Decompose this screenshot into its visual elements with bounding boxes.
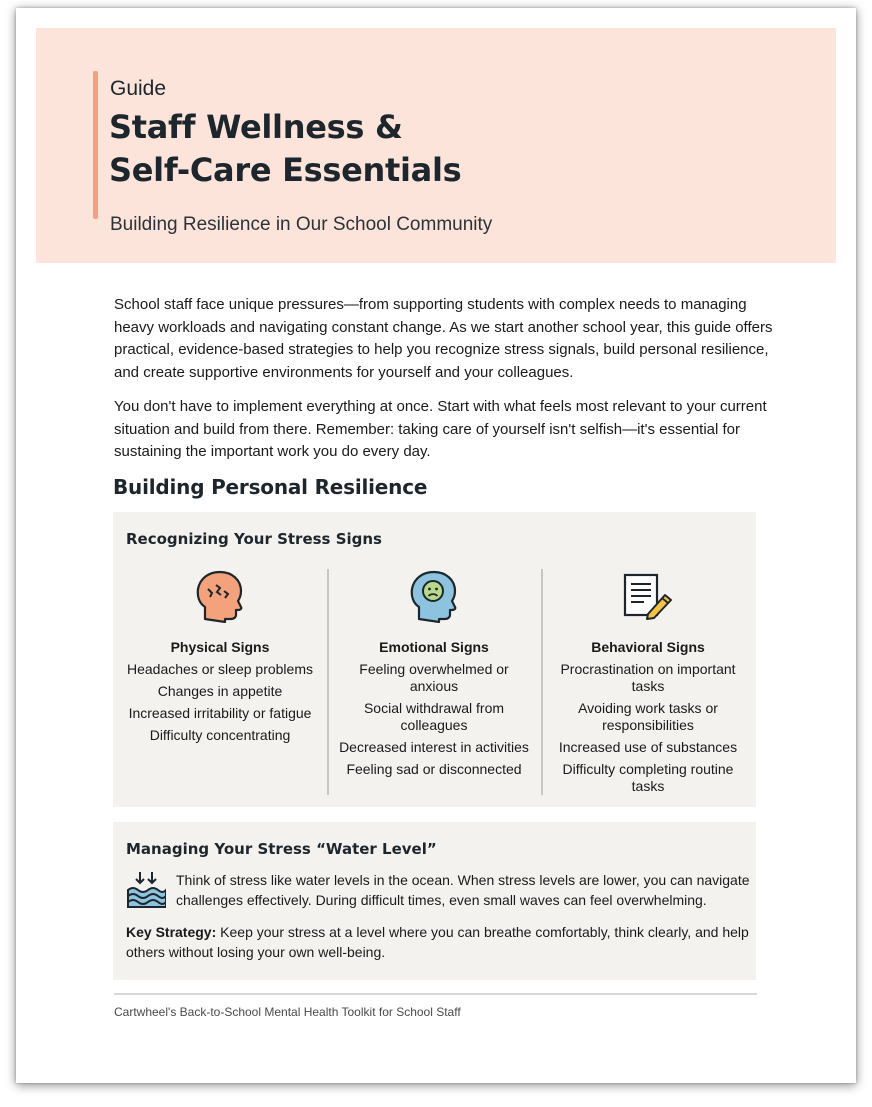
intro-text bbox=[114, 294, 774, 476]
list-item: Feeling sad or disconnected bbox=[346, 761, 522, 777]
list-item: Avoiding work tasks or responsibilities bbox=[578, 700, 718, 733]
stress-signs-title: Recognizing Your Stress Signs bbox=[126, 530, 382, 548]
list-item: Increased use of substances bbox=[558, 739, 738, 755]
stressed-head-icon bbox=[195, 569, 245, 623]
intro-paragraph-1: School staff face unique pressures—from supporting students with complex needs to managing heavy workloads and navigating constant change. As we start another school year, this guide offers practical, evidence-based strategies to help you recognize stress signals, build personal resilience, and create supportive environments for yourself and your colleagues. bbox=[114, 296, 773, 381]
footer-text: Cartwheel's Back-to-School Mental Health Toolkit for School Staff bbox=[114, 1005, 461, 1019]
page-title bbox=[109, 106, 461, 192]
water-level-title: Managing Your Stress “Water Level” bbox=[126, 840, 437, 858]
emotional-signs-list bbox=[327, 661, 541, 778]
list-item: Changes in appetite bbox=[157, 683, 283, 699]
list-item: Difficulty completing routine tasks bbox=[562, 761, 734, 794]
list-item: Headaches or sleep problems bbox=[127, 661, 313, 677]
notepad-pencil-icon bbox=[622, 572, 674, 620]
list-item: Feeling overwhelmed or anxious bbox=[359, 661, 509, 694]
physical-signs-list bbox=[113, 661, 327, 744]
emotional-signs-heading: Emotional Signs bbox=[379, 639, 489, 655]
water-level-description: Think of stress like water levels in the ocean. When stress levels are lower, you can navigate challenges effectively. During difficult times, even small waves can feel overwhelming. bbox=[176, 872, 750, 908]
behavioral-signs-column bbox=[541, 567, 755, 800]
title-line-1: Staff Wellness & bbox=[109, 108, 403, 146]
emotional-signs-column bbox=[327, 567, 541, 783]
sad-head-icon bbox=[409, 569, 459, 623]
document-page bbox=[16, 8, 856, 1083]
key-strategy-text: Keep your stress at a level where you can breathe comfortably, think clearly, and help others without losing your own well-being. bbox=[126, 924, 749, 960]
key-strategy-label: Key Strategy: bbox=[126, 924, 217, 940]
water-level-card bbox=[113, 822, 756, 980]
footer-divider bbox=[114, 993, 757, 995]
physical-signs-column bbox=[113, 567, 327, 749]
stress-signs-card bbox=[113, 512, 756, 807]
behavioral-signs-list bbox=[541, 661, 755, 795]
section-heading: Building Personal Resilience bbox=[113, 475, 428, 499]
physical-signs-heading: Physical Signs bbox=[170, 639, 270, 655]
page-subtitle: Building Resilience in Our School Community bbox=[110, 214, 493, 235]
list-item: Increased irritability or fatigue bbox=[128, 705, 312, 721]
behavioral-signs-heading: Behavioral Signs bbox=[591, 639, 705, 655]
list-item: Difficulty concentrating bbox=[149, 727, 291, 743]
list-item: Decreased interest in activities bbox=[339, 739, 529, 755]
title-line-2: Self-Care Essentials bbox=[109, 151, 462, 189]
key-strategy bbox=[126, 922, 751, 962]
list-item: Social withdrawal from colleagues bbox=[363, 700, 505, 733]
water-level-icon bbox=[126, 870, 166, 910]
intro-paragraph-2: You don't have to implement everything at once. Start with what feels most relevant to your current situation and build from there. Remember: taking care of yourself isn't selfish—it's essential for sustaining the important work you do every day. bbox=[114, 398, 767, 460]
list-item: Procrastination on important tasks bbox=[560, 661, 736, 694]
header-accent-bar bbox=[93, 71, 98, 219]
document-type-label: Guide bbox=[110, 77, 167, 100]
